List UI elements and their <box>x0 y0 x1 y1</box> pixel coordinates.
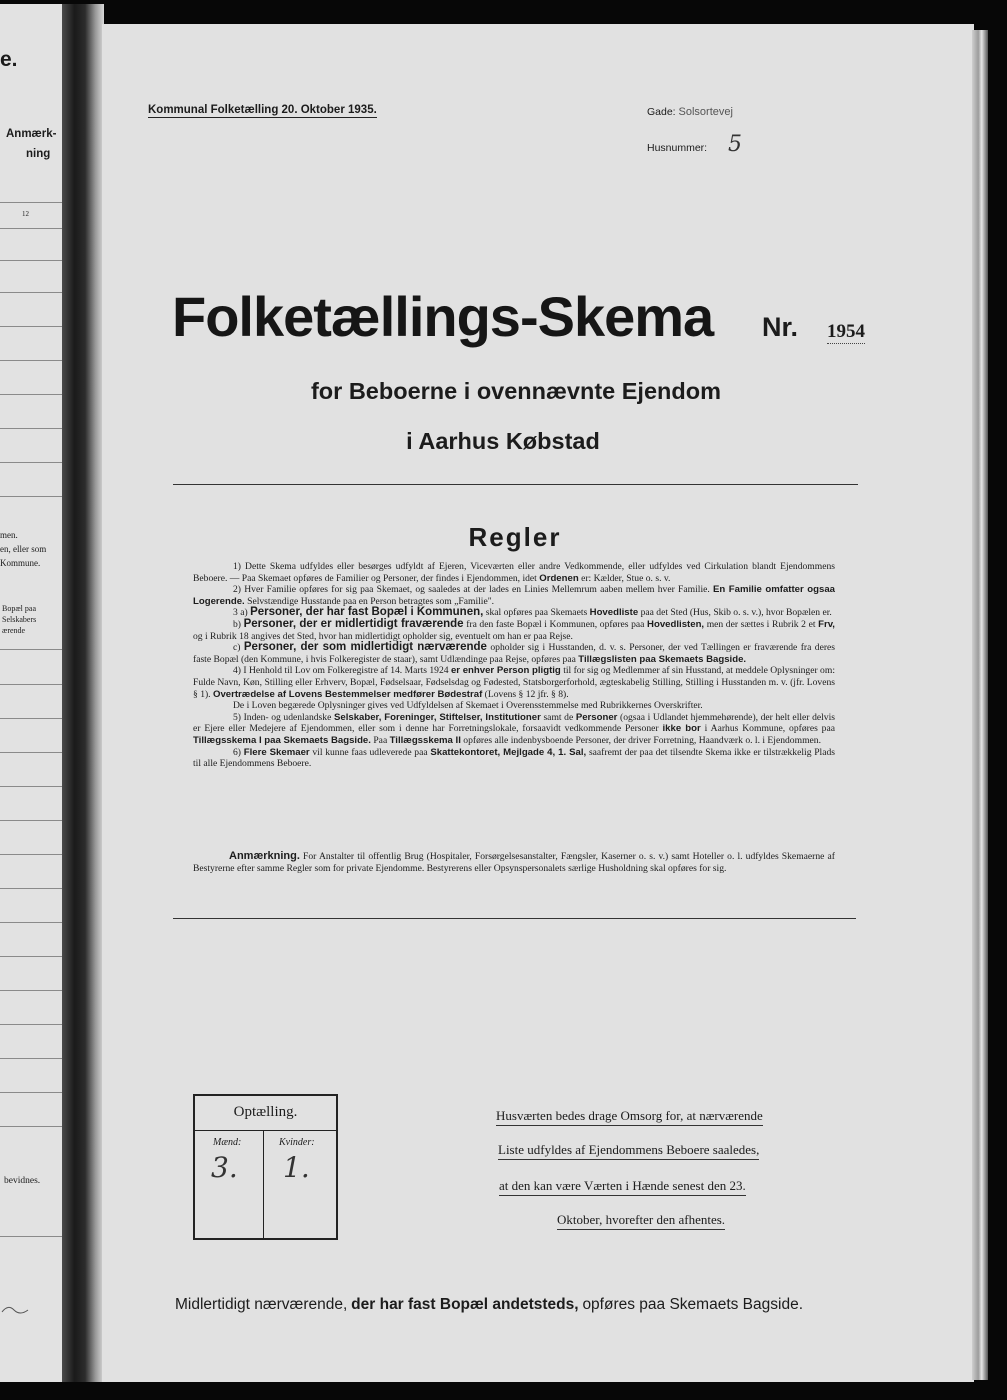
rule-6: 6) Flere Skemaer vil kunne faas udleverede paa Skattekontoret, Mejlgade 4, 1. Sal, saafremt der paa det tilsendte Skema ikke er tilstrækkelig Plads til alle Ejendommens Beboere. <box>193 746 835 770</box>
left-page-remark-heading-2: ning <box>26 148 51 160</box>
divider-line <box>173 918 856 919</box>
left-page-rule <box>0 1024 64 1025</box>
house-number-label: Husnummer: <box>647 142 708 154</box>
left-page-rule <box>0 202 64 203</box>
landlord-note-line: Liste udfyldes af Ejendommens Beboere saaledes, <box>498 1142 759 1160</box>
women-label: Kvinder: <box>279 1137 315 1148</box>
rule-4-cont: De i Loven begærede Oplysninger gives ved Udfyldelsen af Skemaet i Overensstemmelse med Rubrikkernes Overskrifter. <box>233 700 703 712</box>
women-count: 1. <box>283 1151 310 1184</box>
left-page-text: Bopæl paa <box>2 604 36 613</box>
left-page-rule <box>0 956 64 957</box>
left-page-fragment-text: e. <box>0 48 18 71</box>
left-page-rule <box>0 260 64 261</box>
remark-label: Anmærkning. <box>229 850 300 862</box>
left-page-text: en, eller som <box>0 544 47 554</box>
page-edge <box>972 30 988 1380</box>
form-number-value: 1954 <box>827 321 865 342</box>
left-page-rule <box>0 752 64 753</box>
left-page-rule <box>0 1092 64 1093</box>
left-page-column-number: 12 <box>22 210 29 218</box>
left-page-rule <box>0 922 64 923</box>
landlord-note-line: Husværten bedes drage Omsorg for, at nærværende <box>496 1108 763 1126</box>
divider-line <box>173 484 858 485</box>
rules-heading: Regler <box>468 522 562 552</box>
rule-1: 1) Dette Skema udfyldes eller besørges udfyldt af Ejeren, Viceværten eller andre Vedkommende, eller udfyldes ved Cirkulation blandt Ejendommens Beboere. — Paa Skemaet opføres de Familier og Personer, der findes i Ejendommen, idet Ordenen er: Kælder, Stue o. s. v. <box>193 561 835 584</box>
men-count: 3. <box>211 1151 238 1184</box>
count-box-title: Optælling. <box>233 1104 298 1120</box>
count-box-divider <box>263 1130 264 1238</box>
form-number-label: Nr. <box>762 312 799 342</box>
left-page-rule <box>0 496 64 497</box>
left-page-rule <box>0 462 64 463</box>
rule-2: 2) Hver Familie opføres for sig paa Skemaet, og saaledes at der lades en Linies Mellemrum aaben mellem hver Familie. En Familie omfatter ogsaa Logerende. Selvstændige Husstande paa en Person betragtes som „Familie". <box>193 584 835 607</box>
left-page-rule <box>0 326 64 327</box>
rule-5: 5) Inden- og udenlandske Selskaber, Foreninger, Stiftelser, Institutioner samt de Personer (ogsaa i Udlandet hjemmehørende), der helt eller delvis er Ejere eller Medejere af Ejendommen, eller som i denne har Forretningslokale, forsaavidt vedkommende Personer ikke bor i Aarhus Kommune, opføres paa Tillægsskema I paa Skemaets Bagside. Paa Tillægsskema II opføres alle indenbysboende Personer, der driver Forretning, Haandværk o. l. i Ejendommen. <box>193 711 835 746</box>
landlord-note-line: Oktober, hvorefter den afhentes. <box>557 1212 725 1230</box>
left-page-text: men. <box>0 530 18 540</box>
house-number-field <box>647 142 707 154</box>
left-page-scribble <box>0 1300 40 1320</box>
men-label: Mænd: <box>213 1137 242 1148</box>
street-field <box>647 106 733 118</box>
left-page-rule <box>0 228 64 229</box>
rule-3a: 3 a) Personer, der har fast Bopæl i Kommunen, skal opføres paa Skemaets Hovedliste paa det Sted (Hus, Skib o. s. v.), hvor Bopælen er. <box>233 606 832 619</box>
left-page-rule <box>0 820 64 821</box>
left-page-rule <box>0 990 64 991</box>
left-page-rule <box>0 854 64 855</box>
remark-text: Anmærkning. For Anstalter til offentlig Brug (Hospitaler, Forsørgelsesanstalter, Fængsler, Kaserner o. s. v.) samt Hoteller o. l. udfyldes Skemaerne af Bestyrerne efter samme Regler som for private Ejendomme. Bestyrerens eller Opsynspersonalets særlige Husholdning skal opføres for sig. <box>193 850 835 874</box>
left-page-text: Selskabers <box>2 615 37 624</box>
book-spine <box>62 4 104 1382</box>
left-page-text: ærende <box>2 626 26 635</box>
left-page-text: Kommune. <box>0 558 41 568</box>
left-page-text: bevidnes. <box>4 1176 41 1186</box>
left-page-rule <box>0 292 64 293</box>
street-label: Gade: <box>647 106 676 118</box>
rule-3c: c) Personer, der som midlertidigt nærværende opholder sig i Husstanden, d. v. s. Personer, der ved Tællingen er fraværende fra deres faste Bopæl (den Kommune, i hvis Folkeregister de staar), samt Udlændinge paa Rejse, opføres paa Tillægslisten paa Skemaets Bagside. <box>193 641 836 665</box>
form-title: Folketællings-Skema <box>172 285 714 348</box>
left-page-rule <box>0 718 64 719</box>
left-page-rule <box>0 786 64 787</box>
left-page-rule <box>0 649 64 650</box>
rule-4: 4) I Henhold til Lov om Folkeregistre af 14. Marts 1924 er enhver Person pligtig til for sig og Medlemmer af sin Husstand, at meddele Oplysninger om: Fulde Navn, Køn, Stilling eller Erhverv, Bopæl, Fødselsaar, Fødselsdag og Fødested, Statsborgerforhold, ægteskabelig Stilling, Stilling i Husstanden m. v. (jfr. Lovens § 1). Overtrædelse af Lovens Bestemmelser medfører Bødestraf (Lovens § 12 jfr. § 8). <box>193 665 835 700</box>
landlord-note-line: at den kan være Værten i Hænde senest den 23. <box>499 1178 746 1196</box>
rule-3b: b) Personer, der er midlertidigt fraværende fra den faste Bopæl i Kommunen, opføres paa Hovedlisten, men der sættes i Rubrik 2 et Frv, og i Rubrik 18 angives det Sted, hvor han midlertidigt opholder sig, eventuelt om han er paa Rejse. <box>193 617 835 642</box>
left-page-rule <box>0 360 64 361</box>
left-page-rule <box>0 1126 64 1127</box>
left-page-rule <box>0 684 64 685</box>
count-box <box>193 1094 338 1240</box>
left-page-fragment <box>0 4 70 1382</box>
left-page-remark-heading: Anmærk- <box>6 128 57 140</box>
street-value: Solsortevej <box>678 106 733 118</box>
house-number-value: 5 <box>728 132 742 157</box>
census-date-label: Kommunal Folketælling 20. Oktober 1935. <box>148 104 377 116</box>
left-page-rule <box>0 1058 64 1059</box>
left-page-rule <box>0 888 64 889</box>
form-location: i Aarhus Købstad <box>406 428 600 454</box>
footer-note: Midlertidigt nærværende, der har fast Bopæl andetsteds, opføres paa Skemaets Bagside. <box>175 1296 804 1313</box>
rules-text <box>193 561 835 770</box>
left-page-rule <box>0 1236 64 1237</box>
form-subtitle: for Beboerne i ovennævnte Ejendom <box>310 378 721 404</box>
count-box-rule <box>195 1130 336 1131</box>
